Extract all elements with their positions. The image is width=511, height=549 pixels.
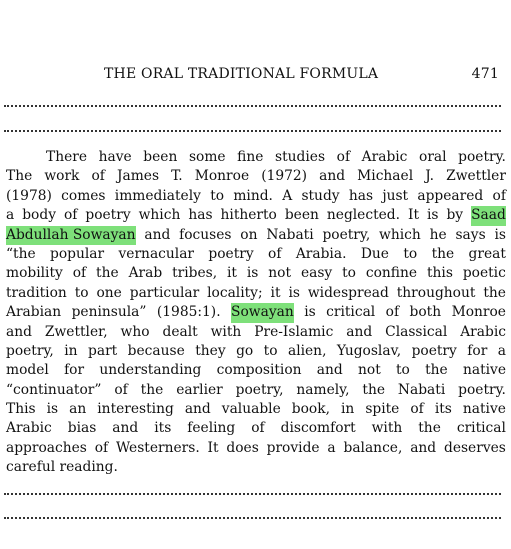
word: interesting (97, 401, 174, 418)
word: body (22, 207, 56, 224)
word: and (319, 168, 346, 185)
word: have (98, 149, 132, 165)
word: for (467, 342, 488, 359)
word: It (207, 439, 219, 456)
word: alien, (287, 342, 327, 359)
word: the (418, 420, 441, 437)
word: which (379, 226, 421, 243)
text-line (6, 342, 506, 361)
word: to (210, 187, 225, 204)
word: and (346, 323, 373, 340)
word: focuses (179, 226, 232, 243)
word: oral (419, 149, 447, 165)
word: a (497, 342, 506, 359)
word: feeling (187, 420, 236, 437)
word: Westerners. (115, 439, 200, 456)
word: poetic (462, 265, 506, 282)
word: been (284, 207, 319, 224)
highlighted-word: Saad (471, 206, 506, 225)
word: on (240, 226, 258, 243)
word: is (426, 207, 439, 224)
word: provide (266, 439, 320, 456)
text-line (6, 284, 506, 303)
word: T. (171, 168, 183, 185)
word: of (251, 420, 265, 437)
word: poetry (208, 245, 254, 262)
word: popular (50, 245, 105, 262)
word: Arab (128, 265, 163, 282)
word: Zwettler, (44, 323, 108, 340)
word: it (270, 284, 281, 301)
word: it (227, 265, 237, 282)
word: critical (326, 304, 376, 321)
word: a (6, 207, 15, 224)
word: go (236, 342, 254, 359)
word: is (288, 284, 300, 301)
word: deserves (443, 439, 506, 456)
word: Michael (357, 168, 414, 185)
text-line (6, 419, 506, 438)
text-line (6, 323, 506, 342)
word: throughout (396, 284, 476, 301)
word: fine (237, 149, 264, 165)
word: work (44, 168, 80, 185)
word: (1972) (261, 168, 308, 185)
word: of (91, 168, 105, 185)
word: approaches (6, 439, 87, 456)
word: to (396, 362, 410, 379)
word: namely, (296, 381, 350, 398)
word: is (46, 401, 59, 418)
word: to (403, 245, 418, 262)
word: of (492, 187, 506, 204)
word: Arabic (460, 323, 506, 340)
word: and (112, 420, 139, 437)
word: particular (129, 284, 200, 301)
word: part (88, 342, 118, 359)
word: Arabic (6, 420, 52, 437)
word: is (494, 226, 506, 243)
word: poetry, (6, 342, 54, 359)
text-line (6, 206, 506, 225)
word: the (483, 284, 506, 301)
word: Classical (385, 323, 448, 340)
word: a (327, 439, 336, 456)
word: easy (300, 265, 333, 282)
word: J. (425, 168, 435, 185)
text-line (6, 264, 506, 283)
word: model (6, 362, 49, 379)
word: mind. (233, 187, 273, 204)
word: some (188, 149, 226, 165)
word: valuable (221, 401, 281, 418)
word: peninsula” (71, 304, 147, 321)
word: A (282, 187, 293, 204)
word: and (6, 323, 32, 340)
word: who (120, 323, 150, 340)
text-line (6, 187, 506, 206)
text-line (6, 361, 506, 380)
word: with (371, 420, 403, 437)
word: balance, (343, 439, 403, 456)
word: The (6, 168, 33, 185)
word: Nabati (266, 226, 314, 243)
word: this (426, 265, 453, 282)
word: poetry. (458, 149, 506, 165)
word: to (263, 342, 278, 359)
page-header (104, 66, 499, 84)
word: been (143, 149, 178, 165)
word: the (96, 265, 119, 282)
word: and (316, 362, 343, 379)
page-number: 471 (471, 66, 499, 82)
text-line (6, 245, 506, 264)
word: “the (6, 245, 36, 262)
word: of (94, 439, 109, 456)
word: locality; (207, 284, 263, 301)
word: discomfort (280, 420, 356, 437)
word: poetry, (235, 381, 284, 398)
word: earlier (176, 381, 223, 398)
word: Arabic (361, 149, 408, 165)
word: studies (275, 149, 326, 165)
word: not (268, 265, 292, 282)
word: mobility (6, 265, 63, 282)
word: Pre-Islamic (254, 323, 334, 340)
word: its (154, 420, 172, 437)
text-line (6, 381, 506, 400)
word: book, (291, 401, 330, 418)
word: of (268, 245, 282, 262)
word: comes (61, 187, 106, 204)
word: of (410, 401, 424, 418)
word: and (184, 401, 211, 418)
word: appeared (417, 187, 484, 204)
word: of (336, 149, 351, 165)
word: poetry. (458, 381, 506, 398)
word: both (409, 304, 442, 321)
text-line (6, 167, 506, 186)
word: widespread (307, 284, 389, 301)
text-line (6, 148, 506, 167)
word: poetry, (322, 226, 371, 243)
word: dealt (162, 323, 198, 340)
word: There (46, 149, 88, 165)
word: he (429, 226, 447, 243)
word: by (446, 207, 464, 224)
word: native (462, 401, 506, 418)
word: composition (216, 362, 302, 379)
word: study (301, 187, 340, 204)
word: for (64, 362, 85, 379)
word: and (410, 439, 437, 456)
word: has (348, 187, 374, 204)
word: great (468, 245, 506, 262)
word: “continuator” (6, 381, 102, 398)
word: which (138, 207, 181, 224)
word: not (358, 362, 381, 379)
word: the (431, 245, 455, 262)
text-line (6, 458, 506, 477)
word: in (340, 401, 355, 418)
word: careful (6, 459, 56, 476)
word: with (210, 323, 242, 340)
word: of (63, 207, 78, 224)
dotted-rule (4, 130, 501, 132)
word: Zwettler (446, 168, 506, 185)
word: to (342, 265, 356, 282)
word: reading. (59, 459, 118, 476)
word: It (408, 207, 419, 224)
word: confine (365, 265, 418, 282)
word: its (434, 401, 452, 418)
word: Arabia. (295, 245, 347, 262)
running-title: THE ORAL TRADITIONAL FORMULA (104, 66, 379, 82)
word: vernacular (118, 245, 195, 262)
word: the (140, 381, 164, 398)
word: they (195, 342, 226, 359)
word: native (462, 362, 506, 379)
word: poetry (411, 342, 457, 359)
word: understanding (99, 362, 202, 379)
text-line (6, 226, 506, 245)
word: of (114, 381, 128, 398)
dotted-rule (4, 493, 501, 495)
word: is (304, 304, 316, 321)
word: has (188, 207, 213, 224)
text-line (6, 303, 506, 322)
word: neglected. (326, 207, 401, 224)
word: James (116, 168, 160, 185)
word: an (69, 401, 87, 418)
word: one (96, 284, 122, 301)
word: the (425, 362, 448, 379)
review-paragraph (6, 148, 506, 478)
word: Monroe (451, 304, 506, 321)
word: poetry (85, 207, 131, 224)
word: in (64, 342, 78, 359)
word: to (74, 284, 89, 301)
text-line (6, 400, 506, 419)
word: Monroe (194, 168, 250, 185)
word: bias (67, 420, 97, 437)
dotted-rule (4, 517, 501, 519)
highlighted-word: Sowayan (231, 303, 294, 322)
word: tribes, (172, 265, 218, 282)
word: of (385, 304, 400, 321)
dotted-rule (4, 105, 501, 107)
word: tradition (6, 284, 67, 301)
word: hitherto (220, 207, 277, 224)
word: (1985:1). (156, 304, 221, 321)
text-line (6, 439, 506, 458)
word: is (246, 265, 259, 282)
word: the (362, 381, 386, 398)
word: just (382, 187, 409, 204)
word: because (127, 342, 185, 359)
word: immediately (114, 187, 201, 204)
word: (1978) (6, 187, 52, 204)
word: Yugoslav, (336, 342, 402, 359)
word: Arabian (6, 304, 62, 321)
word: does (226, 439, 259, 456)
word: critical (456, 420, 506, 437)
word: This (6, 401, 36, 418)
word: of (72, 265, 87, 282)
word: Nabati (397, 381, 446, 398)
word: says (455, 226, 486, 243)
highlighted-word: Abdullah Sowayan (6, 226, 136, 245)
word: spite (365, 401, 400, 418)
word: Due (360, 245, 389, 262)
word: and (144, 226, 171, 243)
